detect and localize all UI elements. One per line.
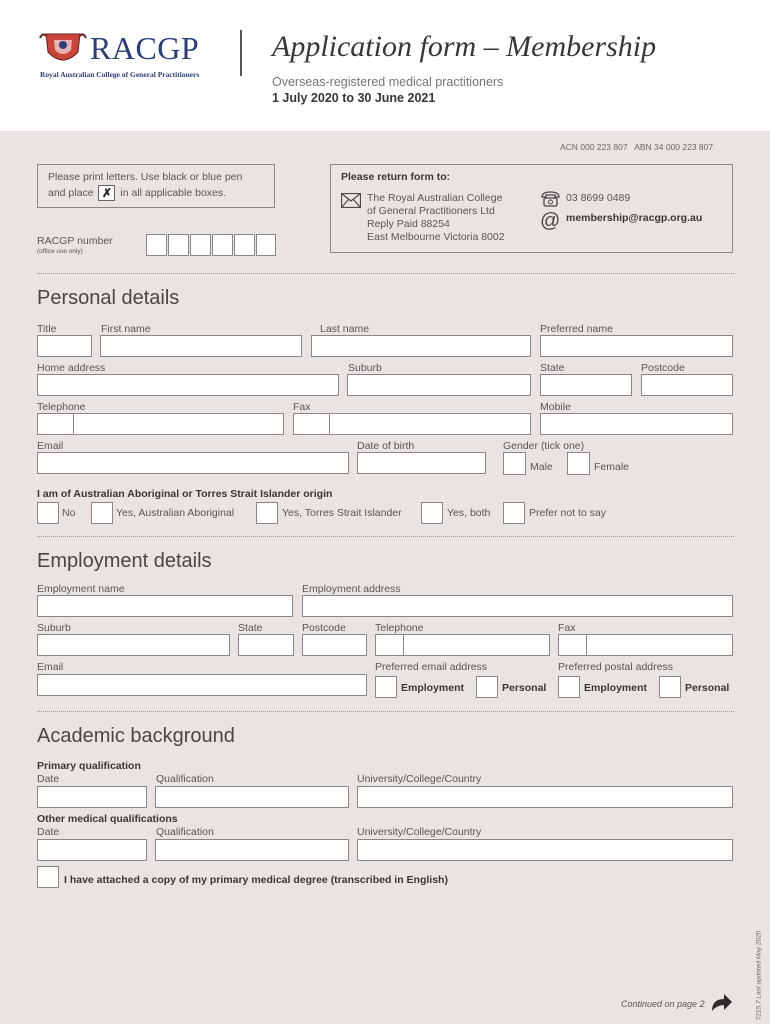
origin-aboriginal-checkbox[interactable]: [91, 502, 113, 524]
employment-postcode-field[interactable]: [302, 634, 367, 656]
racgp-number-digit-6[interactable]: [256, 234, 276, 256]
other-qualification-field[interactable]: [155, 839, 349, 861]
other-university-label: University/College/Country: [357, 826, 482, 838]
fax-field[interactable]: [329, 413, 531, 435]
employment-state-field[interactable]: [238, 634, 294, 656]
personal-details-heading: Personal details: [37, 287, 180, 309]
telephone-area-code-field[interactable]: [37, 413, 74, 435]
other-university-field[interactable]: [357, 839, 733, 861]
x-mark-example-icon: ✗: [98, 185, 115, 201]
degree-attached-checkbox[interactable]: [37, 866, 59, 888]
male-label: Male: [530, 461, 553, 473]
logo-subtitle: Royal Australian College of General Practitioners: [40, 70, 200, 79]
employment-postcode-label: Postcode: [302, 622, 346, 634]
divider-1: [37, 273, 734, 274]
state-field[interactable]: [540, 374, 632, 396]
logo-name: RACGP: [90, 30, 200, 66]
pref-postal-personal-checkbox[interactable]: [659, 676, 681, 698]
preferred-name-label: Preferred name: [540, 323, 613, 335]
employment-fax-field[interactable]: [586, 634, 733, 656]
pref-email-personal-checkbox[interactable]: [476, 676, 498, 698]
employment-email-label: Email: [37, 661, 64, 673]
origin-prefer-not-checkbox[interactable]: [503, 502, 525, 524]
employment-telephone-label: Telephone: [375, 622, 424, 634]
pref-email-employment-checkbox[interactable]: [375, 676, 397, 698]
divider-3: [37, 711, 734, 712]
return-phone: 03 8699 0489: [566, 192, 631, 204]
first-name-field[interactable]: [100, 335, 302, 357]
employment-details-heading: Employment details: [37, 550, 212, 572]
fax-label: Fax: [293, 401, 311, 413]
instructions-suffix: in all applicable boxes.: [120, 186, 227, 199]
primary-university-field[interactable]: [357, 786, 733, 808]
gender-label: Gender (tick one): [503, 440, 585, 452]
side-version-note: 7215.7 Last updated May 2020: [755, 930, 763, 1021]
mobile-label: Mobile: [540, 401, 571, 413]
pref-email-employment-label: Employment: [401, 682, 465, 694]
racgp-number-digit-2[interactable]: [168, 234, 189, 256]
female-checkbox[interactable]: [567, 452, 590, 475]
instructions-line2: [48, 185, 226, 201]
instructions-line1: Please print letters. Use black or blue pen: [48, 171, 243, 183]
header-divider: [240, 30, 242, 76]
primary-date-label: Date: [37, 773, 60, 785]
origin-both-label: Yes, both: [447, 507, 491, 519]
employment-address-label: Employment address: [302, 583, 401, 595]
academic-background-heading: Academic background: [37, 725, 235, 747]
fax-area-code-field[interactable]: [293, 413, 330, 435]
primary-qualification-field[interactable]: [155, 786, 349, 808]
dob-label: Date of birth: [357, 440, 415, 452]
employment-state-label: State: [238, 622, 263, 634]
return-address-line-1: The Royal Australian College: [367, 192, 503, 204]
primary-qualification-heading: Primary qualification: [37, 760, 141, 772]
origin-torres-strait-checkbox[interactable]: [256, 502, 278, 524]
pref-postal-personal-label: Personal: [685, 682, 730, 694]
at-sign-icon: @: [540, 210, 561, 232]
pref-postal-employment-label: Employment: [584, 682, 648, 694]
telephone-label: Telephone: [37, 401, 86, 413]
employment-telephone-area-field[interactable]: [375, 634, 404, 656]
employment-name-label: Employment name: [37, 583, 125, 595]
return-address-line-2: of General Practitioners Ltd: [367, 205, 495, 217]
other-qualification-label: Qualification: [156, 826, 214, 838]
continued-note: Continued on page 2: [621, 999, 705, 1009]
employment-telephone-field[interactable]: [403, 634, 550, 656]
female-label: Female: [594, 461, 630, 473]
origin-aboriginal-label: Yes, Australian Aboriginal: [116, 507, 235, 519]
email-field[interactable]: [37, 452, 349, 474]
postcode-label: Postcode: [641, 362, 685, 374]
racgp-number-label: RACGP number: [37, 235, 113, 247]
other-date-field[interactable]: [37, 839, 147, 861]
employment-fax-area-field[interactable]: [558, 634, 587, 656]
primary-date-field[interactable]: [37, 786, 147, 808]
return-address-line-3: Reply Paid 88254: [367, 218, 450, 230]
return-heading: Please return form to:: [341, 171, 451, 183]
pref-postal-employment-checkbox[interactable]: [558, 676, 580, 698]
other-date-label: Date: [37, 826, 60, 838]
email-label: Email: [37, 440, 64, 452]
preferred-postal-label: Preferred postal address: [558, 661, 673, 673]
racgp-number-digit-5[interactable]: [234, 234, 255, 256]
origin-no-label: No: [62, 507, 76, 519]
racgp-number-digit-1[interactable]: [146, 234, 167, 256]
dob-field[interactable]: [357, 452, 486, 474]
home-address-field[interactable]: [37, 374, 339, 396]
form-period: 1 July 2020 to 30 June 2021: [272, 91, 436, 105]
origin-prefer-not-label: Prefer not to say: [529, 507, 607, 519]
title-field[interactable]: [37, 335, 92, 357]
instructions-prefix: and place: [48, 186, 94, 199]
other-qualifications-heading: Other medical qualifications: [37, 813, 178, 825]
state-label: State: [540, 362, 565, 374]
origin-both-checkbox[interactable]: [421, 502, 443, 524]
employment-address-field[interactable]: [302, 595, 733, 617]
first-name-label: First name: [101, 323, 151, 335]
suburb-field[interactable]: [347, 374, 531, 396]
mail-icon: [341, 193, 361, 213]
employment-suburb-label: Suburb: [37, 622, 71, 634]
return-address-line-4: East Melbourne Victoria 8002: [367, 231, 505, 243]
employment-name-field[interactable]: [37, 595, 293, 617]
employment-suburb-field[interactable]: [37, 634, 230, 656]
male-checkbox[interactable]: [503, 452, 526, 475]
divider-2: [37, 536, 734, 537]
racgp-logo-crest-icon: [38, 28, 88, 68]
preferred-email-label: Preferred email address: [375, 661, 488, 673]
preferred-name-field[interactable]: [540, 335, 733, 357]
racgp-number-digit-3[interactable]: [190, 234, 211, 256]
telephone-field[interactable]: [73, 413, 284, 435]
pref-email-personal-label: Personal: [502, 682, 547, 694]
origin-torres-strait-label: Yes, Torres Strait Islander: [282, 507, 402, 519]
acn-abn: ACN 000 223 807 ABN 34 000 223 807: [560, 142, 714, 152]
degree-attached-label: I have attached a copy of my primary medical degree (transcribed in English): [64, 874, 448, 886]
origin-question: I am of Australian Aboriginal or Torres Strait Islander origin: [37, 488, 333, 500]
primary-university-label: University/College/Country: [357, 773, 482, 785]
mobile-field[interactable]: [540, 413, 733, 435]
origin-no-checkbox[interactable]: [37, 502, 59, 524]
title-label: Title: [37, 323, 57, 335]
last-name-field[interactable]: [311, 335, 531, 357]
form-subtitle: Overseas-registered medical practitioners: [272, 75, 504, 89]
employment-fax-label: Fax: [558, 622, 576, 634]
racgp-number-digit-4[interactable]: [212, 234, 233, 256]
suburb-label: Suburb: [348, 362, 382, 374]
return-email[interactable]: membership@racgp.org.au: [566, 212, 703, 224]
primary-qualification-label: Qualification: [156, 773, 214, 785]
home-address-label: Home address: [37, 362, 106, 374]
next-page-arrow-icon[interactable]: [710, 991, 734, 1018]
employment-email-field[interactable]: [37, 674, 367, 696]
last-name-label: Last name: [320, 323, 370, 335]
form-title: Application form – Membership: [272, 30, 657, 63]
office-use-note: (office use only): [37, 248, 83, 255]
postcode-field[interactable]: [641, 374, 733, 396]
